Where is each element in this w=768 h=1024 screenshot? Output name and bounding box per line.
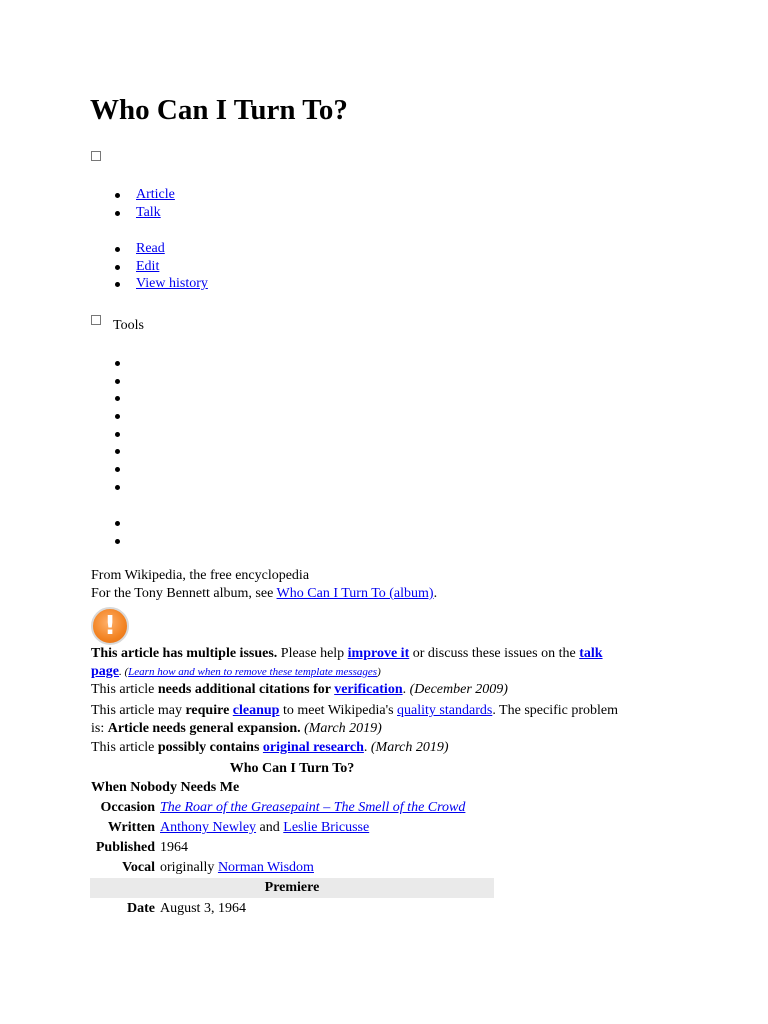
infobox-label: Published — [95, 840, 155, 855]
tools-list-item — [90, 389, 136, 407]
issues-line-1 — [91, 645, 603, 663]
tools-list — [90, 354, 136, 496]
cleanup-line2-prefix: is: — [91, 721, 108, 736]
infobox-label: Written — [107, 820, 155, 835]
and-text: and — [256, 820, 284, 835]
learn-remove-link[interactable]: Learn how and when to remove these template messages — [128, 666, 378, 678]
infobox-label: Occasion — [100, 800, 155, 815]
infobox-row-date — [90, 899, 494, 919]
tools-label: Tools — [113, 318, 144, 333]
citations-suffix: . — [402, 682, 407, 697]
infobox-value: 1964 — [160, 840, 188, 855]
infobox-value — [160, 818, 369, 838]
tab-edit — [90, 258, 208, 276]
tab-article — [90, 186, 175, 204]
tools-list-item — [90, 354, 136, 372]
tools-list-item — [90, 372, 136, 390]
issues-text: Please help — [277, 646, 348, 661]
hatnote — [91, 585, 437, 603]
original-research-notice — [91, 739, 449, 757]
cleanup-middle: to meet Wikipedia's — [279, 703, 398, 718]
cleanup-notice-2 — [91, 720, 382, 738]
hatnote-prefix: For the Tony Bennett album, see — [91, 586, 277, 601]
citations-notice — [91, 681, 508, 699]
citations-bold: needs additional citations for — [157, 682, 335, 697]
tab-talk — [90, 204, 175, 222]
cleanup-line2-bold: Article needs general expansion. — [107, 721, 301, 736]
tools-list-item — [90, 442, 136, 460]
infobox-row-written — [90, 818, 494, 838]
tab-view-history-link[interactable]: View history — [136, 276, 208, 292]
tools-list-item — [90, 407, 136, 425]
infobox-title: Who Can I Turn To? — [229, 761, 355, 776]
infobox-row-published — [90, 838, 494, 858]
issues-middle-text: or discuss these issues on the — [409, 646, 580, 661]
vocal-prefix: originally — [160, 860, 218, 875]
cleanup-prefix: This article may — [91, 703, 186, 718]
talk-page-link[interactable]: talk — [579, 646, 603, 661]
quality-standards-link[interactable]: quality standards — [397, 703, 493, 718]
tab-view-history — [90, 275, 208, 293]
namespace-tabs — [90, 186, 175, 221]
learn-suffix: ) — [377, 666, 381, 678]
citations-date: (December 2009) — [409, 682, 508, 697]
hatnote-album-link[interactable]: Who Can I Turn To (album) — [276, 586, 434, 601]
anthony-newley-link[interactable]: Anthony Newley — [160, 820, 257, 835]
norman-wisdom-link[interactable]: Norman Wisdom — [217, 860, 314, 875]
tools-list-item — [90, 460, 136, 478]
tab-edit-link[interactable]: Edit — [136, 258, 160, 274]
tab-read — [90, 240, 208, 258]
infobox-label: Date — [127, 901, 155, 916]
infobox-row-occasion — [90, 798, 494, 818]
improve-it-link[interactable]: improve it — [347, 646, 410, 661]
talk-page-link-2[interactable]: page — [91, 664, 119, 679]
extra-list-item — [90, 514, 136, 532]
tools-list-item — [90, 478, 136, 496]
infobox-row-vocal — [90, 858, 494, 878]
main-menu-checkbox[interactable] — [91, 151, 101, 161]
tab-talk-link[interactable]: Talk — [136, 204, 161, 220]
infobox-section-premiere: Premiere — [90, 878, 494, 898]
warning-exclamation-icon: ! — [91, 607, 129, 645]
citations-prefix: This article — [91, 682, 158, 697]
cleanup-link[interactable]: cleanup — [232, 703, 280, 718]
cleanup-bold: require — [185, 703, 230, 718]
original-research-link[interactable]: original research — [262, 740, 364, 755]
or-bold: possibly contains — [157, 740, 263, 755]
or-date: (March 2019) — [370, 740, 449, 755]
occasion-link[interactable]: The Roar of the Greasepaint – The Smell of the Crowd — [160, 800, 466, 815]
issues-headline: This article has multiple issues. — [91, 646, 278, 661]
site-tagline: From Wikipedia, the free encyclopedia — [91, 568, 310, 583]
tab-read-link[interactable]: Read — [136, 241, 165, 256]
infobox-value — [160, 798, 465, 818]
extra-list — [90, 514, 136, 549]
infobox-label: Vocal — [122, 860, 155, 875]
leslie-bricusse-link[interactable]: Leslie Bricusse — [283, 820, 370, 835]
tools-checkbox[interactable] — [91, 315, 101, 325]
cleanup-suffix: . The specific problem — [492, 703, 619, 718]
infobox-value — [160, 858, 314, 878]
view-tabs — [90, 240, 208, 293]
cleanup-notice-1 — [91, 702, 618, 720]
tab-article-link[interactable]: Article — [136, 187, 175, 202]
or-suffix: . — [363, 740, 368, 755]
infobox-subtitle: When Nobody Needs Me — [91, 780, 240, 795]
infobox-value: August 3, 1964 — [160, 901, 246, 916]
hatnote-suffix: . — [433, 586, 438, 601]
verification-link[interactable]: verification — [334, 682, 403, 697]
page-title: Who Can I Turn To? — [90, 94, 348, 126]
learn-prefix: . ( — [119, 666, 129, 678]
extra-list-item — [90, 532, 136, 550]
tools-list-item — [90, 425, 136, 443]
or-prefix: This article — [91, 740, 158, 755]
issues-line-2 — [91, 663, 381, 681]
cleanup-date: (March 2019) — [304, 721, 382, 736]
